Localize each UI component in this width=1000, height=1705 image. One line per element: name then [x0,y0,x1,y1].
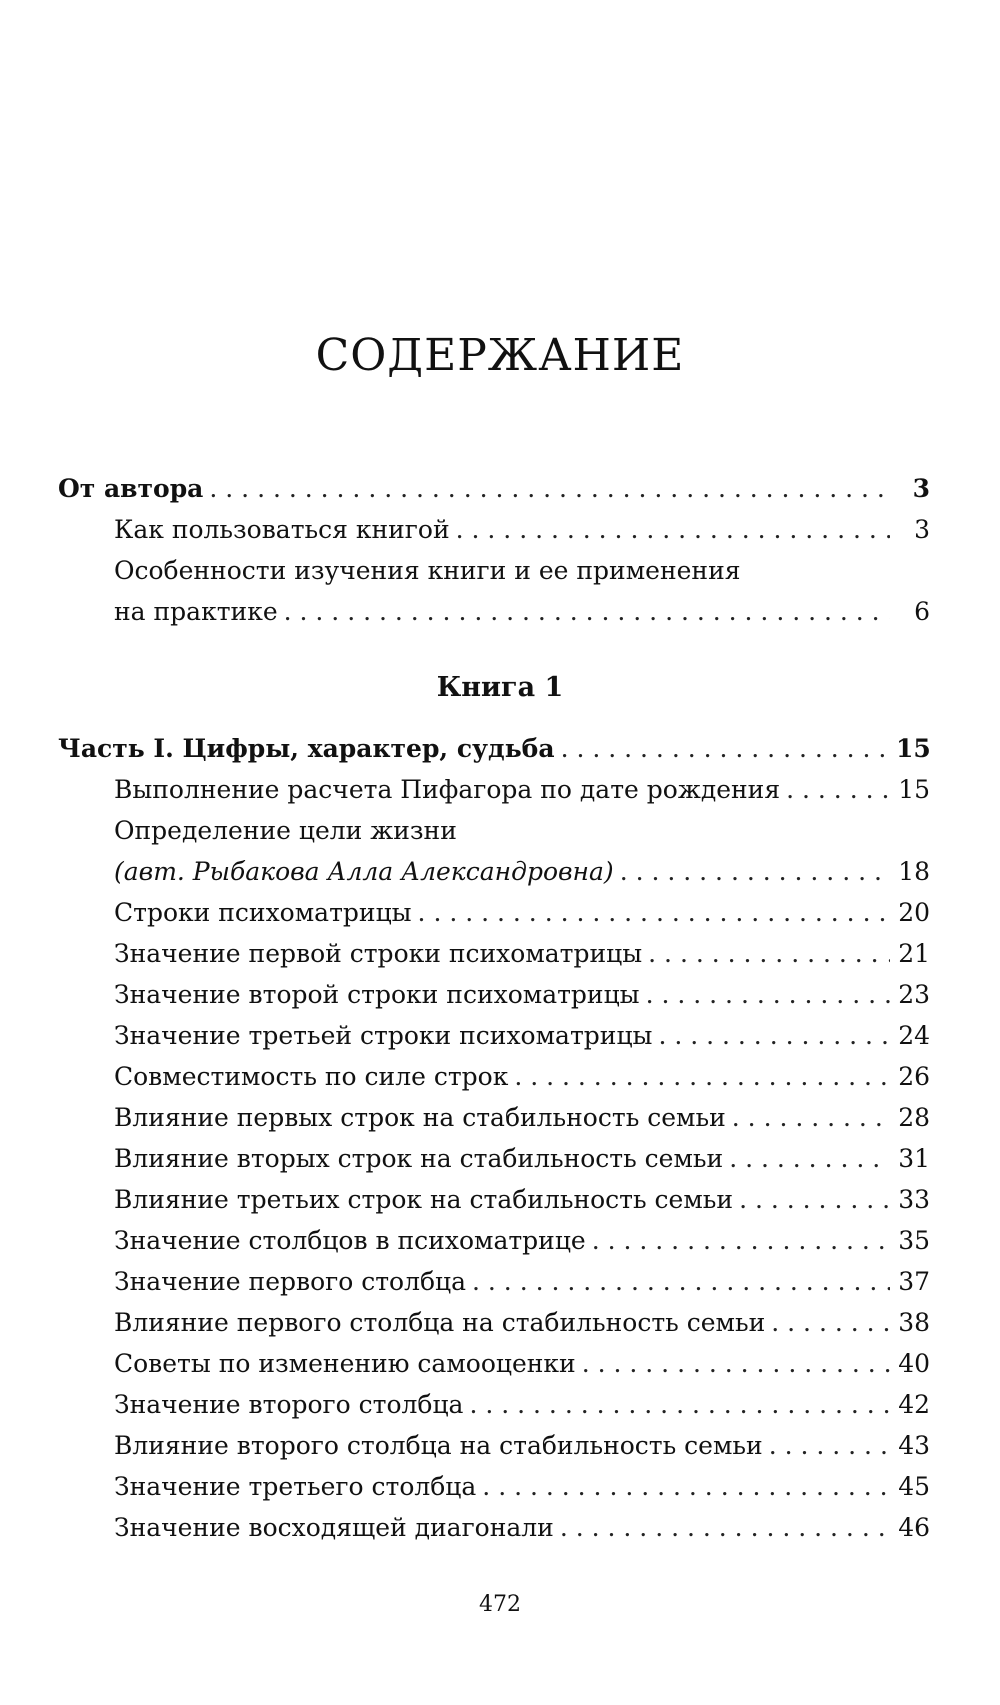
toc-entry-text: Строки психоматрицы [114,898,412,927]
toc-entry [58,892,930,933]
toc-entry-text: Совместимость по силе строк [114,1062,509,1091]
toc-entry-text: Влияние первого столбца на стабильность семьи [114,1308,766,1337]
toc-entry-page: 26 [898,1062,930,1091]
toc-entry-text: Значение третьей строки психоматрицы [114,1021,653,1050]
toc-leader-dots [456,509,890,550]
toc-entry-page: 43 [898,1431,930,1460]
toc-entry [58,974,930,1015]
toc-entry [58,1056,930,1097]
toc-leader-dots [482,1466,890,1507]
toc-entry-page: 3 [914,515,930,544]
toc-entry [58,1220,930,1261]
toc-leader-dots [732,1097,890,1138]
toc-leader-dots [729,1138,890,1179]
toc-entry-text: на практике [114,597,278,626]
toc-entry [58,1302,930,1343]
toc-book1-section [58,728,930,1548]
toc-entry [58,1015,930,1056]
toc-entry-page: 3 [912,474,930,503]
toc-entry [58,550,930,591]
toc-entry-text: Значение восходящей диагонали [114,1513,554,1542]
toc-entry-text: Определение цели жизни [114,816,457,845]
toc-leader-dots [658,1015,890,1056]
toc-entry-text: Значение третьего столбца [114,1472,477,1501]
toc-entry-page: 28 [898,1103,930,1132]
toc-entry-page: 31 [898,1144,930,1173]
toc-entry [58,1343,930,1384]
toc-entry-page: 24 [898,1021,930,1050]
toc-entry-text: Советы по изменению самооценки [114,1349,576,1378]
toc-entry [58,1466,930,1507]
toc-entry-text: Значение столбцов в психоматрице [114,1226,586,1255]
toc-leader-dots [769,1425,890,1466]
toc-entry-text: Особенности изучения книги и ее применения [114,556,741,585]
toc-entry-text: Влияние первых строк на стабильность семьи [114,1103,726,1132]
toc-leader-dots [514,1056,890,1097]
page-number: 472 [479,1592,521,1617]
toc-entry-page: 37 [898,1267,930,1296]
toc-leader-dots [592,1220,890,1261]
toc-entry [58,1179,930,1220]
toc-leader-dots [648,933,890,974]
toc-leader-dots [284,591,890,632]
toc-entry-page: 45 [898,1472,930,1501]
toc-leader-dots [560,1507,890,1548]
toc-entry-page: 40 [898,1349,930,1378]
toc-leader-dots [620,851,890,892]
toc-leader-dots [561,728,890,769]
toc-entry-text: Влияние третьих строк на стабильность семьи [114,1185,734,1214]
toc-entry-text: Значение второго столбца [114,1390,464,1419]
toc-entry-text: (авт. Рыбакова Алла Александровна) [114,857,614,886]
toc-entry-text: Выполнение расчета Пифагора по дате рождения [114,775,781,804]
book-heading: Книга 1 [436,672,564,703]
toc-entry [58,851,930,892]
toc-entry [58,1384,930,1425]
toc-entry-page: 23 [898,980,930,1009]
toc-entry-text: Часть I. Цифры, характер, судьба [58,734,555,763]
toc-entry-text: От автора [58,474,204,503]
toc-entry-page: 20 [898,898,930,927]
toc-entry-main [58,468,930,509]
toc-leader-dots [646,974,890,1015]
toc-leader-dots [582,1343,890,1384]
toc-entry-page: 15 [898,775,930,804]
toc-leader-dots [209,468,890,509]
toc-entry [58,933,930,974]
toc-entry-page: 38 [898,1308,930,1337]
toc-entry [58,1425,930,1466]
toc-entry-page: 35 [898,1226,930,1255]
page-title: СОДЕРЖАНИЕ [315,330,685,381]
toc-entry-text: Влияние вторых строк на стабильность семьи [114,1144,724,1173]
toc-leader-dots [469,1384,890,1425]
toc-entry [58,810,930,851]
toc-entry-page: 46 [898,1513,930,1542]
toc-entry-text: Влияние второго столбца на стабильность семьи [114,1431,763,1460]
toc-entry [58,769,930,810]
toc-entry-page: 42 [898,1390,930,1419]
toc-entry-text: Значение второй строки психоматрицы [114,980,640,1009]
toc-entry-text: Как пользоваться книгой [114,515,450,544]
toc-entry-page: 15 [896,734,931,763]
toc-entry [58,1138,930,1179]
toc-entry-text: Значение первой строки психоматрицы [114,939,643,968]
toc-entry [58,509,930,550]
toc-intro-section [58,468,930,632]
toc-entry-page: 6 [914,597,930,626]
toc-leader-dots [786,769,890,810]
toc-entry [58,1261,930,1302]
toc-leader-dots [472,1261,890,1302]
toc-entry [58,591,930,632]
toc-leader-dots [739,1179,890,1220]
toc-entry-text: Значение первого столбца [114,1267,467,1296]
toc-entry-main [58,728,930,769]
toc-leader-dots [418,892,890,933]
toc-entry-page: 21 [898,939,930,968]
toc-leader-dots [771,1302,890,1343]
toc-entry [58,1097,930,1138]
toc-entry [58,1507,930,1548]
toc-entry-page: 18 [898,857,930,886]
toc-entry-page: 33 [898,1185,930,1214]
